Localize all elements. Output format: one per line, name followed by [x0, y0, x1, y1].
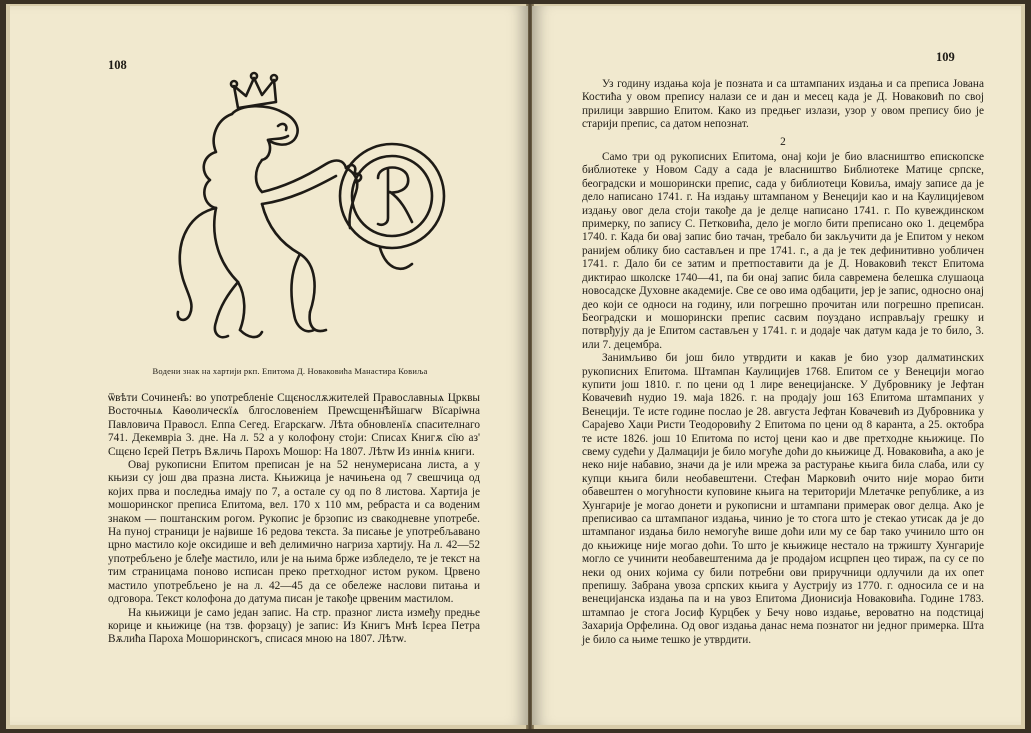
section-number: 2	[780, 135, 786, 148]
page-number-right: 109	[936, 50, 955, 64]
page-number-left: 108	[108, 58, 127, 72]
figure-caption: Водени знак на хартији ркп. Епитома Д. Новаковића Манастира Ковиља	[152, 366, 428, 376]
book-spread	[6, 4, 1025, 729]
right-text-block	[582, 78, 984, 647]
watermark-lion-illustration	[150, 68, 460, 358]
paragraph: Овај рукописни Епитом преписан је на 52 ненумерисана листа, а у књизи су још два празна листа. Књижица је начињена од 7 свешчица од којих прва и последња имају по 7, а остале су од по 8 листова. Хартија је мошоринског преписа Епитома, вел. 170 x 110 мм, ребраста и са воденим знаком — поштанским рогом. Рукопис је брзопис из свакодневне употребе. На пуној страници је највише 16 редова текста. За писање је употребљавано црно мастило које оксидише и већ делимично нагриза хартију. На л. 42—52 употребљено је блеђе мастило, или је на њима брже избледело, те је текст на тим страницама поново исписан преко претходног истом руком. Црвено мастило употребљено је на л. 42—45 да се обележе наслови питања и одговора. Текст колофона до датума писан је такође црвеним мастилом.	[108, 459, 480, 606]
paragraph: На књижици је само један запис. На стр. празног листа између предње корице и књижице (на тзв. форзацу) је запис: Из Книгъ Мнѣ Ієреа Петра Вѫлића Пароха Мошоринскогъ, списася мною на 1807. Лѣтѡ.	[108, 606, 480, 646]
paragraph: Уз годину издања која је позната и са штампаних издања и са преписа Јована Костића у овом препису налази се и дан и месец када је Д. Новаковић по свој прилици завршио Епитом. Како из предњег излази, узор у овом препису био је старији препис, са датом непознат.	[582, 78, 984, 131]
paragraph: Само три од рукописних Епитома, онај који је био власништво епископске библиотеке у Новом Саду а сада је власништво Библиотеке Матице српске, београдски и мошорински препис, сада у библиотеци Ковиља, имају записе да је дело написано 1741. г. На издању штампаном у Венецији као и на Каулицијевом издању овог дела стоји такође да је делце написано 1741. г. По кувеждинском примерку, по запису С. Петковића, дело је могло бити преписано око 1. децембра 1740. г. Када би овај запис био тачан, требало би закључити да је Епитом у неком ранијем облику био састављен и пре 1741. г., а да је тек дефинитивно уобличен 1741. г. Дало би се затим и претпоставити да је Д. Новаковић текст Епитома диктирао школске 1740—41, па би онај запис била савремена белешка слушаоца новосадске Духовне академије. Све се ово има одбацити, јер је запис, односно онај део који се односи на годину, или погрешно прочитан или погрешно преписан. Београдски и мошорински препис сасвим поуздано исправљају грешку и потврђују да је Епитом састављен у 1741. г. и додаје чак датум када је то било, 3. или 7. децембра.	[582, 151, 984, 351]
left-page	[10, 6, 528, 725]
paragraph: ѿвѣти Сочинен҄ъ: во употребленіе Сщєнослѫжителей Православныѧ Црквы Восточныѧ Каѳолическїѧ блгословеніем Преѡсщенн҄ѣйшагѡ Вїсаріѡна Павловича Правосл. Еппа Сегед. Егарскагѡ. Лѣта обновленїѧ спасителнаго 741. Декемвріа 3. дне. На л. 52 а у колофону стоји: Списах Книгѫ сїю аз' Сщєно Ієрей Петръ Вѫличь Парохъ Мошор: На 1807. Лѣтѡ Из инніѧ книги.	[108, 392, 480, 458]
left-text-block	[108, 392, 480, 647]
paragraph: Занимљиво би још било утврдити и какав је био узор далматинских рукописних Епитома. Штампан Каулицијев 1768. Епитом се у Венецији могао купити још 1810. г. по цени од 1 лире венецијанске. У Дубровнику је Јефтан Ковачевић нудио 19. маја 1826. г. на продају још 163 Епитома штампаних у Венецији. Те исте године послао је 28. августа Јефтан Ковачевић из Дубровника у Сарајево Хаџи Ристи Теодоровићу 2 Епитома по цени од 8 каранта, а 25. октобра те исте 1826. још 10 Епитома по истој цени као и две претходне књижице. По свему судећи у Далмацији је било могуће доћи до књижице Д. Новаковића, а ако је неко није набавио, значи да је или мрежа за растурање књига била слаба, или су купци књига били необавештени. Стефан Марковић очито није морао бити обавештен о могућности куповине књига на територији Млетачке републике, а из Хунгарије је могао донети и рукописни и штампани примерак овог делца. Ако је преписивао са штампаног издања, чинио је то стога што је стекао утисак да је до штампаног издања било немогуће више доћи или му се бар тако учинило што он до књижице није могао доћи. То што је књижице нестало на тржишту Хунгарије могло се учинити необавештенима да је продајом исцрпен цео тираж, па су се по неки од оних којима су били потребни ови приручници одлучили да их опет препишу. Забрана увоза српских књига у Аустрију из 1770. г. односила се и на венецијанска издања па и на увоз Епитома Дионисија Новаковића. Године 1783. штампао је стога Јосиф Курцбек у Бечу ново издање, вероватно на подстицај Захарија Орфелина. Од овог издања данас нема познатог ни једног примерка. Шта је било са њиме тешко је утврдити.	[582, 352, 984, 646]
right-page	[532, 6, 1021, 725]
